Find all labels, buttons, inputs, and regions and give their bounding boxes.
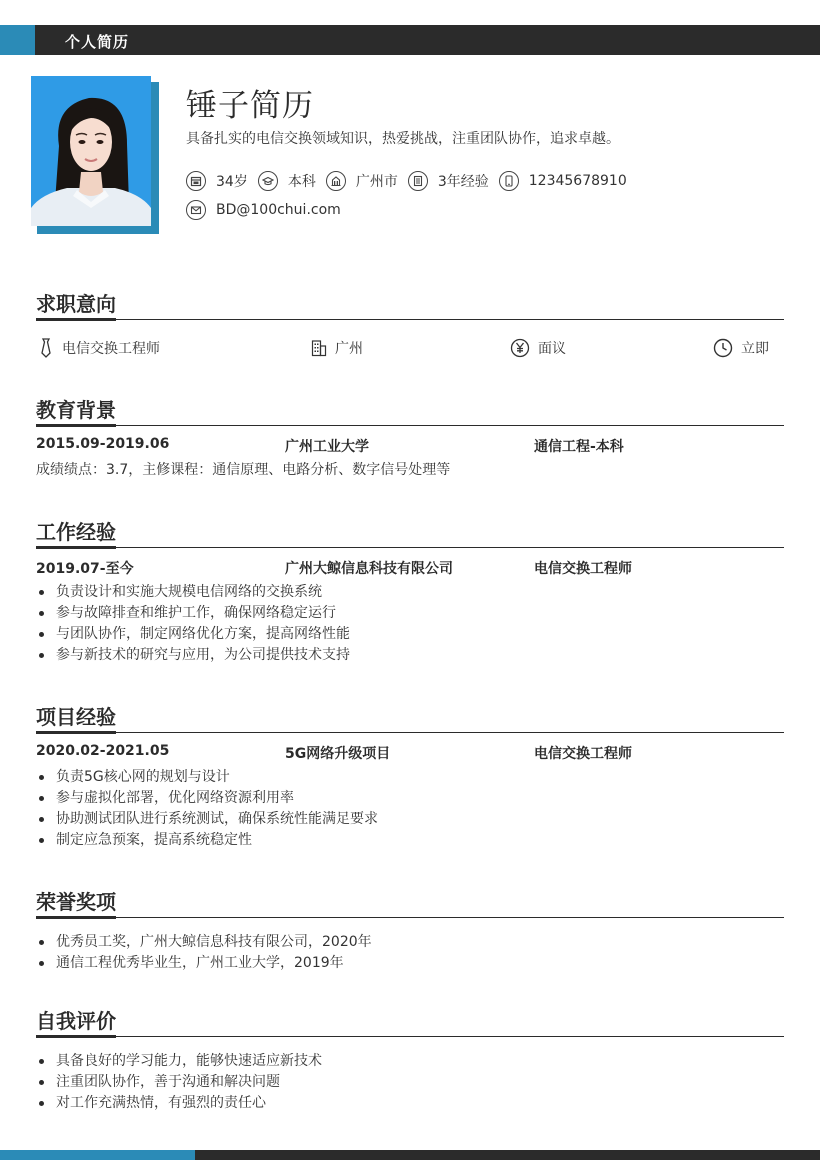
section-underline <box>36 424 116 427</box>
section-header <box>36 288 784 320</box>
degree-text: 本科 <box>287 174 316 190</box>
section-title: 教育背景 <box>36 398 116 422</box>
section-education <box>36 394 784 481</box>
section-header <box>36 701 784 733</box>
candidate-summary: 具备扎实的电信交换领域知识，热爱挑战，注重团队协作，追求卓越。 <box>186 131 620 147</box>
section-work <box>36 516 784 666</box>
section-self-evaluation <box>36 1005 784 1114</box>
header-bar <box>0 25 820 55</box>
clock-icon <box>713 338 733 358</box>
intent-city-text: 广州 <box>335 341 363 357</box>
intent-availability <box>713 338 769 358</box>
age-text: 34岁 <box>216 174 248 190</box>
document-icon <box>408 171 428 191</box>
section-intent <box>36 288 784 362</box>
footer-bar <box>0 1150 820 1160</box>
intent-salary <box>510 338 566 358</box>
list-item: 负责设计和实施大规模电信网络的交换系统 <box>36 582 784 603</box>
section-underline <box>36 546 116 549</box>
intent-salary-text: 面议 <box>538 341 566 357</box>
list-item: 优秀员工奖，广州大鲸信息科技有限公司，2020年 <box>36 932 784 953</box>
tie-icon <box>38 338 54 358</box>
calendar-icon <box>186 171 206 191</box>
footer-accent <box>0 1150 195 1160</box>
section-title: 工作经验 <box>36 520 116 544</box>
project-period: 2020.02-2021.05 <box>36 743 170 759</box>
experience-text: 3年经验 <box>437 174 489 190</box>
list-item: 协助测试团队进行系统测试，确保系统性能满足要求 <box>36 809 784 830</box>
section-header <box>36 1005 784 1037</box>
section-underline <box>36 916 116 919</box>
section-title: 荣誉奖项 <box>36 890 116 914</box>
honors-list <box>36 932 784 974</box>
city-item <box>326 171 398 191</box>
section-title: 项目经验 <box>36 705 116 729</box>
section-honors <box>36 886 784 974</box>
section-underline <box>36 1035 116 1038</box>
list-item: 参与虚拟化部署，优化网络资源利用率 <box>36 788 784 809</box>
city-text: 广州市 <box>355 174 398 190</box>
intent-row <box>36 338 784 362</box>
list-item: 通信工程优秀毕业生，广州工业大学，2019年 <box>36 953 784 974</box>
profile-photo <box>31 76 151 226</box>
list-item: 注重团队协作，善于沟通和解决问题 <box>36 1072 784 1093</box>
list-item: 参与新技术的研究与应用，为公司提供技术支持 <box>36 645 784 666</box>
section-underline <box>36 318 116 321</box>
experience-item <box>408 171 489 191</box>
contact-row <box>186 200 351 220</box>
project-duties <box>36 767 784 851</box>
section-title: 自我评价 <box>36 1009 116 1033</box>
email-text[interactable]: BD@100chui.com <box>216 202 341 218</box>
education-period: 2015.09-2019.06 <box>36 436 170 452</box>
education-major: 通信工程-本科 <box>534 439 624 455</box>
intent-availability-text: 立即 <box>741 341 769 357</box>
project-name: 5G网络升级项目 <box>285 746 391 762</box>
list-item: 与团队协作，制定网络优化方案，提高网络性能 <box>36 624 784 645</box>
education-detail: 成绩绩点：3.7，主修课程：通信原理、电路分析、数字信号处理等 <box>36 462 451 478</box>
phone-item <box>499 171 627 191</box>
work-entry-header <box>36 558 784 578</box>
mail-icon <box>186 200 206 220</box>
graduation-cap-icon <box>258 171 278 191</box>
intent-position-text: 电信交换工程师 <box>62 341 160 357</box>
list-item: 具备良好的学习能力，能够快速适应新技术 <box>36 1051 784 1072</box>
intent-city <box>311 338 363 358</box>
section-title: 求职意向 <box>36 292 116 316</box>
list-item: 对工作充满热情，有强烈的责任心 <box>36 1093 784 1114</box>
education-school: 广州工业大学 <box>285 439 369 455</box>
basic-info-row <box>186 171 637 191</box>
work-company: 广州大鲸信息科技有限公司 <box>285 561 453 577</box>
header-title: 个人简历 <box>65 33 130 51</box>
intent-position <box>38 338 160 358</box>
section-project <box>36 701 784 851</box>
phone-text[interactable]: 12345678910 <box>528 173 627 189</box>
project-role: 电信交换工程师 <box>534 746 632 762</box>
section-underline <box>36 731 116 734</box>
building-icon <box>326 171 346 191</box>
work-duties <box>36 582 784 666</box>
section-header <box>36 516 784 548</box>
degree-item <box>258 171 316 191</box>
work-role: 电信交换工程师 <box>534 561 632 577</box>
age-item <box>186 171 248 191</box>
candidate-name: 锤子简历 <box>186 88 314 124</box>
section-header <box>36 394 784 426</box>
section-header <box>36 886 784 918</box>
work-period: 2019.07-至今 <box>36 561 134 577</box>
yen-icon <box>510 338 530 358</box>
self-evaluation-list <box>36 1051 784 1114</box>
phone-icon <box>499 171 519 191</box>
office-building-icon <box>311 339 327 357</box>
email-item <box>186 200 341 220</box>
education-entry-header <box>36 436 784 456</box>
project-entry-header <box>36 743 784 763</box>
list-item: 制定应急预案，提高系统稳定性 <box>36 830 784 851</box>
list-item: 负责5G核心网的规划与设计 <box>36 767 784 788</box>
list-item: 参与故障排查和维护工作，确保网络稳定运行 <box>36 603 784 624</box>
header-accent <box>0 25 35 55</box>
